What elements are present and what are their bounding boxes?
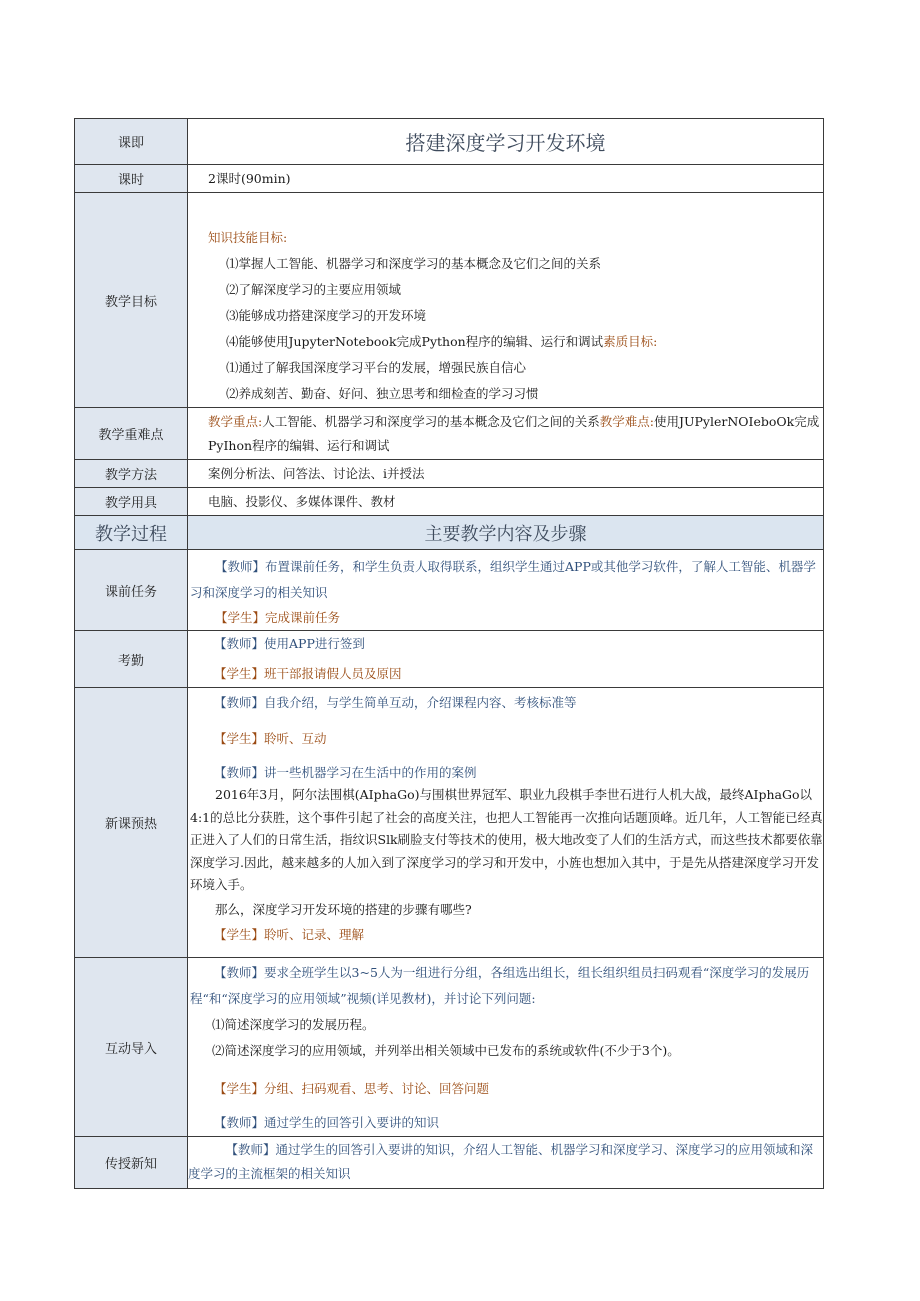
teacher-tag: 【教师】 [214,965,265,980]
row-keypoints [75,408,824,460]
label-warmup: 新课预热 [75,688,188,958]
attendance-teacher-text: 使用APP进行签到 [264,636,365,651]
hours-text: 2课时(90min) [208,170,291,186]
keypoints-text [190,410,823,458]
student-tag: 【学生】 [214,926,265,942]
quality-item-2: ⑵养成刻苦、勤奋、好问、独立思考和细检查的学习习惯 [226,386,539,401]
student-tag: 【学生】 [214,666,265,681]
warmup-teacher-2 [190,762,823,784]
methods-value: 案例分析法、问答法、讨论法、i并授法 [188,460,824,488]
warmup-student-2 [190,923,823,947]
pre-class-teacher [190,554,823,606]
row-new-knowledge [75,1137,824,1189]
pre-class-teacher-text: 布置课前任务，和学生负责人取得联系，组织学生通过APP或其他学习软件，了解人工智能、机器学习和深度学习的相关知识 [190,559,816,600]
student-tag: 【学生】 [214,731,265,746]
attendance-student-text: 班干部报请假人员及原因 [264,666,402,681]
student-tag: 【学生】 [214,1081,265,1096]
row-interactive [75,958,824,1137]
label-tools: 教学用具 [75,488,188,516]
warmup-student-2-text: 聆听、记录、理解 [264,926,365,942]
attendance-teacher [214,631,823,657]
teacher-tag: 【教师】 [225,1142,276,1157]
teacher-tag: 【教师】 [214,695,265,710]
warmup-question: 那么，深度学习开发环境的搭建的步骤有哪些? [215,901,472,917]
lesson-title: 搭建深度学习开发环境 [188,119,824,165]
goal-item-2: ⑵了解深度学习的主要应用领域 [226,282,402,297]
label-new-knowledge: 传授新知 [75,1137,188,1189]
label-attendance: 考勤 [75,631,188,688]
warmup-teacher-1 [190,690,823,716]
row-hours [75,165,824,193]
interactive-teacher-2 [190,1110,823,1136]
pre-class-student-text: 完成课前任务 [265,610,341,625]
row-pre-class [75,550,824,631]
interactive-question-1: ⑴简述深度学习的发展历程。 [212,1017,375,1032]
teacher-tag: 【教师】 [215,559,266,574]
row-methods [75,460,824,488]
label-topic: 课即 [75,119,188,165]
row-section-header [75,516,824,550]
new-knowledge-content [188,1137,824,1189]
interactive-content [188,958,824,1137]
teacher-tag: 【教师】 [214,1115,265,1130]
label-methods: 教学方法 [75,460,188,488]
interactive-question-2: ⑵简述深度学习的应用领域，并列举出相关领域中已发布的系统或软件(不少于3个)。 [212,1043,680,1058]
focus-text: 人工智能、机器学习和深度学习的基本概念及它们之间的关系 [262,414,600,429]
warmup-paragraph: 2016年3月，阿尔法围棋(AIphaGo)与围棋世界冠军、职业九段棋手李世石进行人机大战，最终AIphaGo以4:1的总比分获胜，这个事件引起了社会的高度关注，也把人工智能再一次推向话题顶峰。近几年，人工智能已经真正进入了人们的日常生活，指纹识Slk刷脸支付等技术的使用，极大地改变了人们的生活方式，而这些技术都要依靠深度学习.因此，越来越多的人加入到了深度学习的学习和开发中，小旌也想加入其中，于是先从搭建深度学习开发环境入手。 [190,787,823,892]
teacher-tag: 【教师】 [214,636,265,651]
new-knowledge-teacher-text: 通过学生的回答引入要讲的知识，介绍人工智能、机器学习和深度学习、深度学习的应用领域和深度学习的主流框架的相关知识 [188,1142,814,1181]
label-keypoints: 教学重难点 [75,408,188,460]
label-pre-class: 课前任务 [75,550,188,631]
goal-item-4-text: ⑷能够使用JupyterNotebook完成Python程序的编辑、运行和调试 [226,334,604,349]
label-goals: 教学目标 [75,193,188,408]
row-tools [75,488,824,516]
interactive-teacher-2-text: 通过学生的回答引入要讲的知识 [264,1115,440,1130]
interactive-student-1 [190,1076,823,1102]
attendance-student [214,661,823,687]
interactive-teacher-1-text: 要求全班学生以3~5人为一组进行分组，各组选出组长，组长组织组员扫码观看“深度学习的发展历程“和“深度学习的应用领域”视频(详见教材)，并讨论下列问题: [190,965,810,1006]
warmup-student-1-text: 聆听、互动 [264,731,327,746]
header-process: 教学过程 [75,516,188,550]
row-warmup [75,688,824,958]
warmup-teacher-1-text: 自我介绍，与学生简单互动，介绍课程内容、考核标准等 [264,695,577,710]
interactive-student-1-text: 分组、扫码观看、思考、讨论、回答问题 [264,1081,490,1096]
goal-item-1: ⑴掌握人工智能、机器学习和深度学习的基本概念及它们之间的关系 [226,256,602,271]
value-hours [188,165,824,193]
keypoints-content [188,408,824,460]
warmup-teacher-2-text: 讲一些机器学习在生活中的作用的案例 [264,765,477,780]
pre-class-student [190,606,823,630]
row-attendance [75,631,824,688]
focus-label: 教学重点: [208,414,263,429]
header-content: 主要教学内容及步骤 [188,516,824,550]
lesson-plan-table [74,118,824,1189]
row-goals [75,193,824,408]
attendance-content [188,631,824,688]
warmup-student-1 [190,726,823,752]
interactive-teacher-1 [190,960,823,1012]
pre-class-content [188,550,824,631]
goals-heading: 知识技能目标: [208,230,288,245]
label-hours: 课时 [75,165,188,193]
label-interactive: 互动导入 [75,958,188,1137]
goal-item-3: ⑶能够成功搭建深度学习的开发环境 [226,308,427,323]
quality-heading: 素质目标: [603,334,658,349]
student-tag: 【学生】 [215,610,266,625]
quality-item-1: ⑴通过了解我国深度学习平台的发展，增强民族自信心 [226,360,527,375]
difficult-text: 使用JUPylerNOIeboOk完成PyIhon程序的编辑、运行和调试 [208,414,820,453]
teacher-tag: 【教师】 [214,765,265,780]
difficult-label: 教学难点: [599,414,654,429]
tools-value: 电脑、投影仪、多媒体课件、教材 [188,488,824,516]
new-knowledge-teacher [188,1138,823,1186]
goal-item-4 [208,329,823,355]
warmup-content [188,688,824,958]
row-topic [75,119,824,165]
goals-content [188,193,824,408]
